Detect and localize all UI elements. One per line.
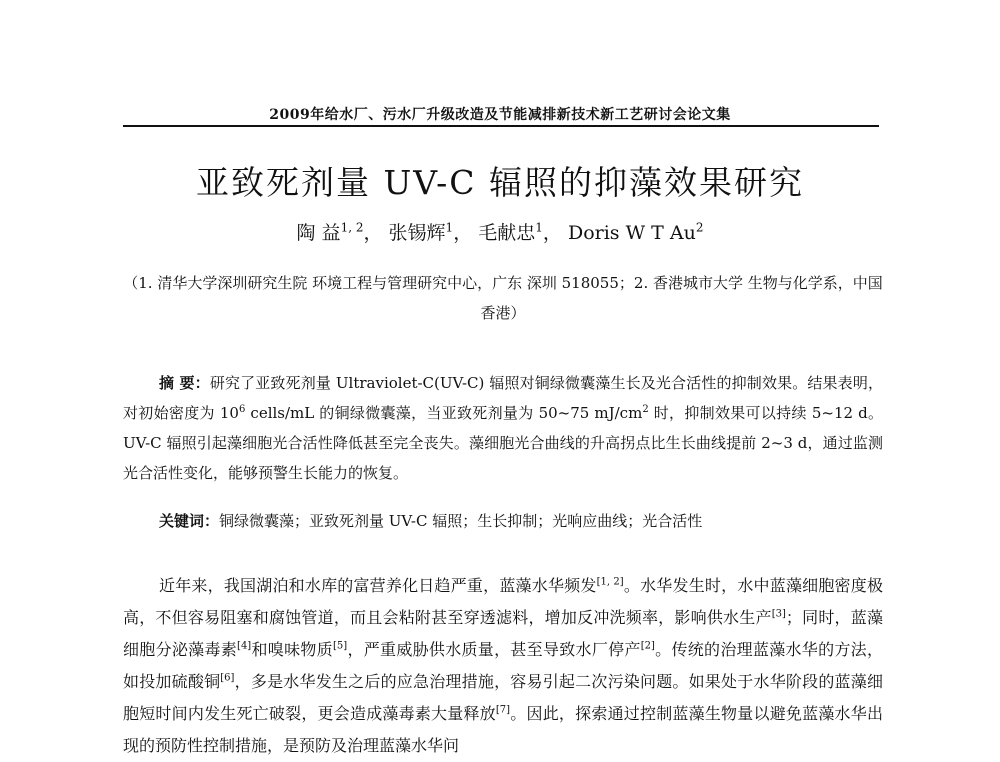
citation: [6] [220, 672, 235, 684]
body-paragraph [123, 570, 883, 762]
paper-title: 亚致死剂量 UV-C 辐照的抑藻效果研究 [196, 163, 804, 202]
abstract-text: 研究了亚致死剂量 Ultraviolet-C(UV-C) 辐照对铜绿微囊藻生长及光合活性的抑制效果。结果表明，对初始密度为 10 [123, 374, 883, 422]
citation: [3] [771, 608, 786, 620]
body-sentence: 近年来，我国湖泊和水库的富营养化日趋严重，蓝藻水华频发 [159, 576, 597, 595]
author-affiliation-marker: 1, 2 [340, 220, 364, 235]
citation: [1, 2] [596, 576, 624, 588]
author-affiliation-marker: 2 [695, 220, 704, 235]
author-affiliation-marker: 1 [535, 220, 543, 235]
author-list [0, 218, 1000, 245]
citation: [7] [495, 704, 511, 716]
header-rule [123, 125, 879, 127]
body-sentence: ；同时，蓝藻细胞分泌藻毒素 [123, 608, 883, 659]
affiliation: （1. 清华大学深圳研究生院 环境工程与管理研究中心，广东 深圳 518055；2. 香港城市大学 生物与化学系，中国 香港） [123, 274, 883, 322]
body-sentence: 。传统的治理蓝藻水华的方法，如投加硫酸铜 [123, 640, 883, 691]
keywords-label: 关键词： [159, 512, 220, 530]
superscript: 6 [238, 404, 246, 415]
author-name: 张锡辉 [388, 222, 446, 244]
body-sentence: 和嗅味物质 [251, 640, 333, 659]
abstract [123, 368, 883, 488]
author-separator: ， [542, 222, 562, 244]
body-sentence: ，多是水华发生之后的应急治理措施，容易引起二次污染问题。如果处于水华阶段的蓝藻细胞短时间内发生死亡破裂，更会造成藻毒素大量释放 [123, 672, 883, 723]
abstract-label: 摘 要： [159, 374, 210, 392]
author-separator: ， [363, 222, 383, 244]
running-header: 2009年给水厂、污水厂升级改造及节能减排新技术新工艺研讨会论文集 [269, 107, 731, 123]
abstract-text: 时，抑制效果可以持续 5~12 d。UV-C 辐照引起藻细胞光合活性降低甚至完全丧失。藻细胞光合曲线的升高拐点比生长曲线提前 2~3 d，通过监测光合活性变化，能够预警生长能力的恢复。 [123, 404, 884, 482]
body-text [123, 570, 883, 762]
keywords-text: 铜绿微囊藻；亚致死剂量 UV-C 辐照；生长抑制；光响应曲线；光合活性 [219, 512, 703, 530]
author-affiliation-marker: 1 [445, 220, 454, 235]
superscript: 2 [642, 404, 649, 415]
citation: [4] [237, 640, 252, 652]
body-sentence: ，严重威胁供水质量，甚至导致水厂停产 [347, 640, 641, 659]
author-name: Doris W T Au [567, 222, 696, 244]
author-name: 陶 益 [296, 222, 341, 244]
citation: [5] [332, 640, 348, 652]
keywords [123, 506, 883, 536]
citation: [2] [640, 640, 655, 652]
abstract-paragraph [123, 368, 883, 488]
author-separator: ， [453, 222, 473, 244]
abstract-text: cells/mL 的铜绿微囊藻，当亚致死剂量为 50~75 mJ/cm [245, 404, 643, 422]
author-name: 毛献忠 [478, 222, 536, 244]
body-sentence: 。水华发生时，水中蓝藻细胞密度极高，不但容易阻塞和腐蚀管道，而且会粘附甚至穿透滤料，增加反冲洗频率，影响供水生产 [123, 576, 883, 627]
body-sentence: 。因此，探索通过控制蓝藻生物量以避免蓝藻水华出现的预防性控制措施，是预防及治理蓝藻水华问 [123, 704, 883, 755]
